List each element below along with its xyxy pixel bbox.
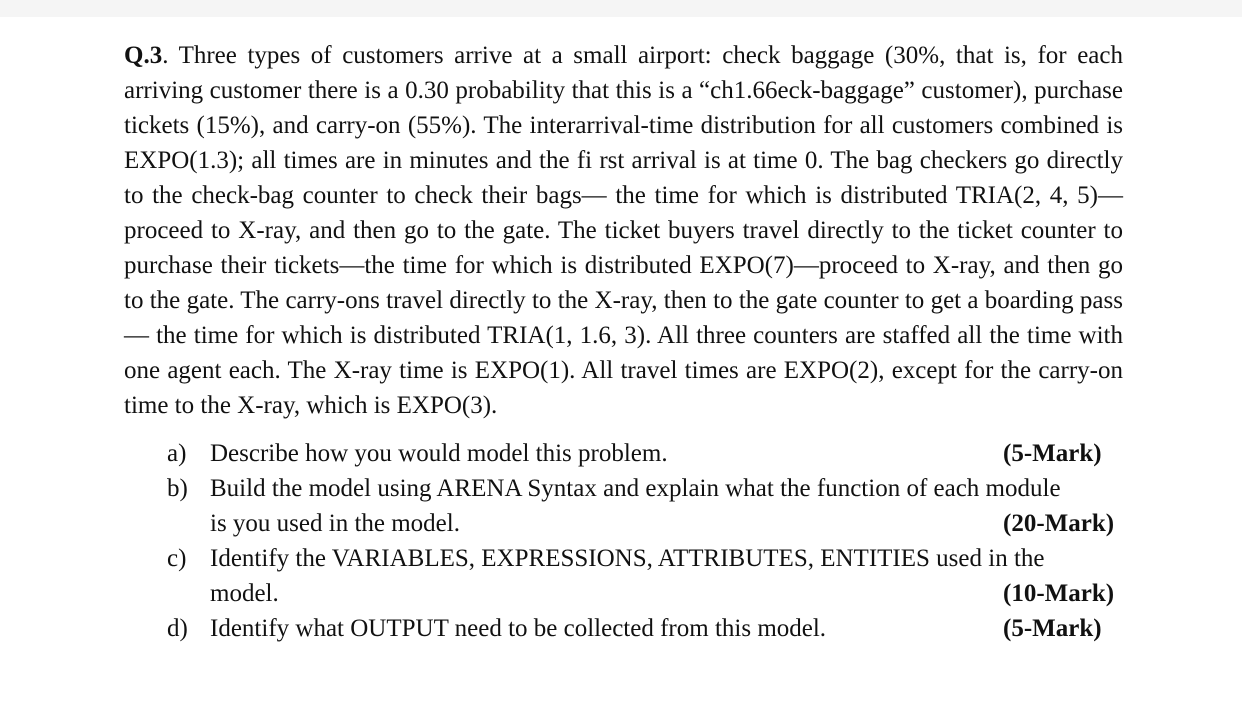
part-c	[124, 541, 1123, 611]
part-b	[124, 471, 1123, 541]
part-letter: c)	[167, 545, 187, 572]
part-last-line	[210, 576, 1123, 611]
part-text: Describe how you would model this problem.	[210, 440, 668, 467]
part-letter: b)	[167, 475, 188, 502]
part-a	[124, 436, 1123, 471]
part-marks: (20-Mark)	[1003, 510, 1115, 537]
part-last-line	[210, 436, 1123, 471]
part-letter: a)	[167, 440, 187, 467]
part-text-lead: Build the model using ARENA Syntax and explain what the function of each module	[210, 475, 1061, 502]
question-number: Q.3	[124, 42, 163, 69]
question-parts	[124, 436, 1123, 646]
part-marks: (5-Mark)	[1003, 615, 1102, 642]
question-paragraph	[124, 38, 1123, 423]
part-text: is you used in the model.	[210, 510, 460, 537]
question-stem: . Three types of customers arrive at a small airport: check baggage (30%, that is, for each arriving customer there is a 0.30 probability that this is a “ch1.66eck-baggage” customer), purchase tickets (15%), and carry-on (55%). The interarrival-time distribution for all customers combined is EXPO(1.3); all times are in minutes and the fi rst arrival is at time 0. The bag checkers go directly to the check-bag counter to check their bags— the time for which is distributed TRIA(2, 4, 5)—proceed to X-ray, and then go to the gate. The ticket buyers travel directly to the ticket counter to purchase their tickets—the time for which is distributed EXPO(7)—proceed to X-ray, and then go to the gate. The carry-ons travel directly to the X-ray, then to the gate counter to get a boarding pass— the time for which is distributed TRIA(1, 1.6, 3). All three counters are staffed all the time with one agent each. The X-ray time is EXPO(1). All travel times are EXPO(2), except for the carry-on time to the X-ray, which is EXPO(3).	[124, 42, 1123, 419]
part-marks: (10-Mark)	[1003, 580, 1115, 607]
part-text: model.	[210, 580, 279, 607]
page-top-band	[0, 0, 1242, 17]
part-text: Identify what OUTPUT need to be collected from this model.	[210, 615, 827, 642]
part-last-line	[210, 506, 1123, 541]
part-letter: d)	[167, 615, 188, 642]
part-text-lead: Identify the VARIABLES, EXPRESSIONS, ATTRIBUTES, ENTITIES used in the	[210, 545, 1045, 572]
part-d	[124, 611, 1123, 646]
part-marks: (5-Mark)	[1003, 440, 1102, 467]
part-last-line	[210, 611, 1123, 646]
exam-question	[124, 38, 1123, 646]
